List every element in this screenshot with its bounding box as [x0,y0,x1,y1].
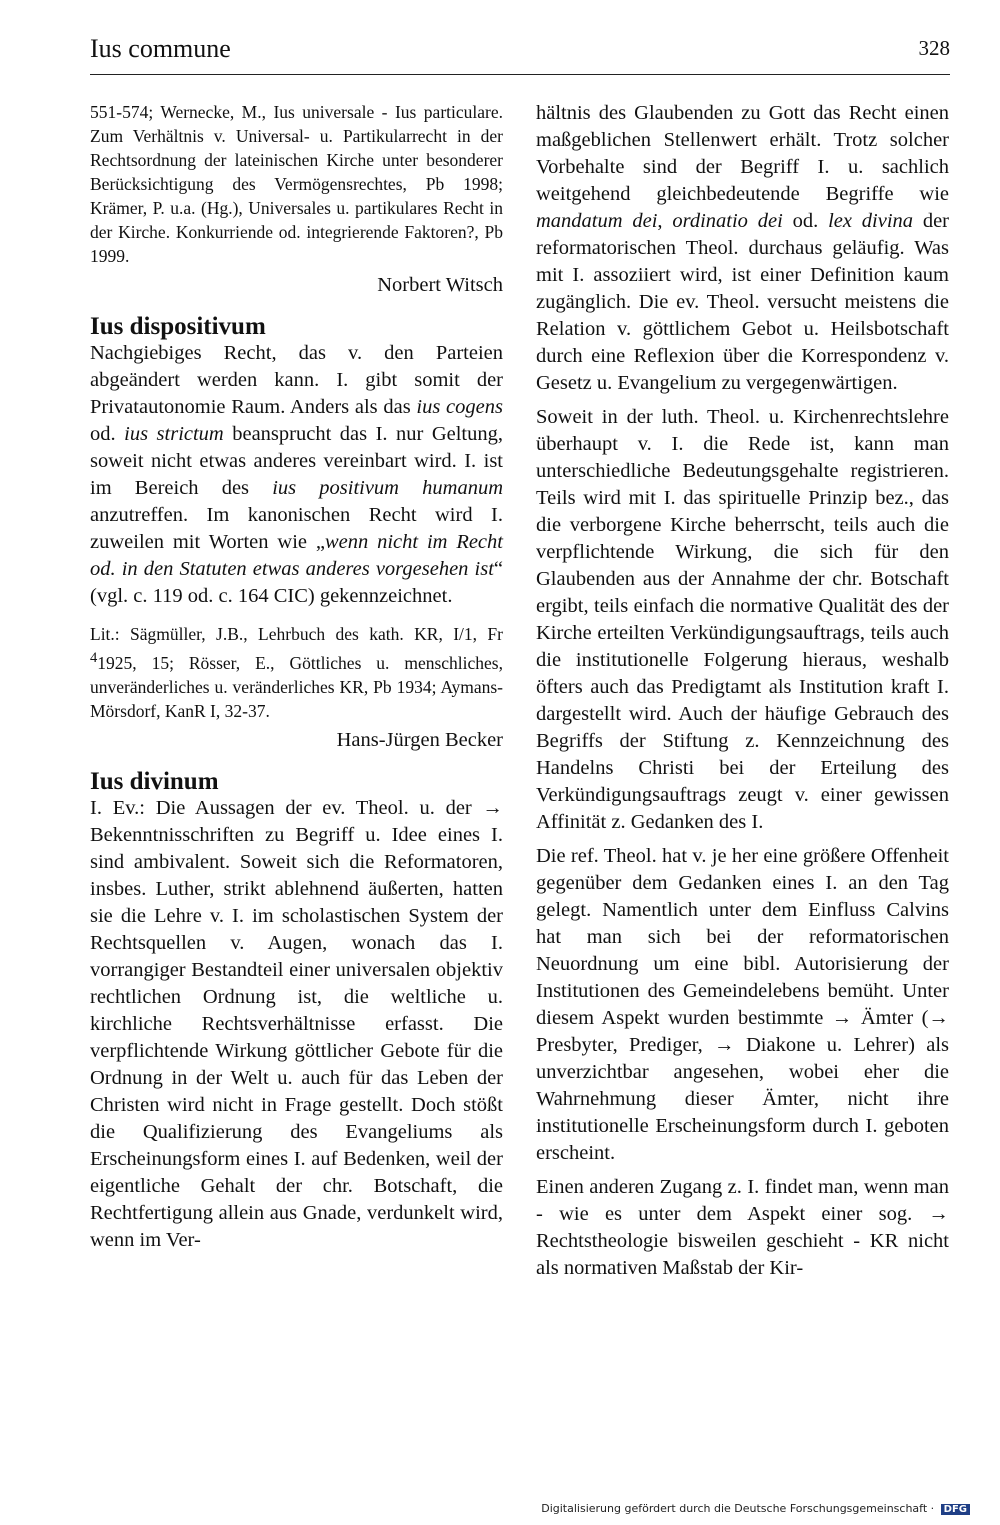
author-signature: Hans-Jürgen Becker [336,728,503,751]
paragraph-ius-divinum: I. Ev.: Die Aussagen der ev. Theol. u. der → Bekenntnisschriften zu Begriff u. Idee eines I. sind ambivalent. Soweit sich die Reformatoren, insbes. Luther, strikt ablehnend äußerten, hatten sie die Lehre v. I. im scholastischen System der Rechtsquellen v. Augen, wonach das I. vorrangiger Bestandteil einer universalen objektiv rechtlichen Ordnung ist, die weltliche u. kirchliche Rechtsverhältnisse erfasst. Die verpflichtende Wirkung göttlicher Gebote für die Ordnung in der Welt u. auch für das Leben der Christen wird nicht in Frage gestellt. Doch stößt die Qualifizierung des Evangeliums als Erscheinungsform eines I. auf Bedenken, weil der eigentliche Gehalt der chr. Botschaft, die Rechtfertigung allein aus Gnade, verdunkelt wird, wenn im Ver- [90,796,503,1251]
bibliography-continuation: 551-574; Wernecke, M., Ius universale - Ius particulare. Zum Verhältnis v. Universal- u. Partikularrecht in der Rechtsordnung der lateinischen Kirche unter besonderer Berücksichtigung des Vermögensrechtes, Pb 1998; Krämer, P. u.a. (Hg.), Universales u. partikulares Recht in der Kirche. Konkurriende od. integrierende Faktoren?, Pb 1999. [90,102,503,266]
author-signature: Norbert Witsch [377,274,503,296]
paragraph: Soweit in der luth. Theol. u. Kirchenrechtslehre überhaupt v. I. die Rede ist, kann man unterschiedliche Bedeutungsgehalte registrieren. Teils wird mit I. das spirituelle Prinzip bez., das die verborgene Kirche beherrscht, teils auch die verpflichtende Wirkung, die sich für den Glaubenden aus der Annahme der chr. Botschaft ergibt, teils einfach die normative Qualität des der Kirche erteilten Verkündigungsauftrags, teils auch die institutionelle Folgerung hieraus, weshalb öfters auch das Predigtamt als Institution kraft I. dargestellt wird. Auch der häufige Gebrauch des Begriffs der Stiftung z. Kennzeichnung des Handelns Christi bei der Erteilung des Verkündigungsauftrags zeugt v. einer gewissen Affinität z. Gedanken des I. [536,406,949,833]
paragraph: Die ref. Theol. hat v. je her eine größere Offenheit gegenüber dem Gedanken eines I. an den Tag gelegt. Namentlich unter dem Einfluss Calvins hat man sich bei der reformatorischen Neuordnung um eine bibl. Autorisierung der Institutionen des Gemeindelebens bemüht. Unter diesem Aspekt wurden bestimmte → Ämter (→ Presbyter, Prediger, → Diakone u. Lehrer) als unverzichtbar angesehen, wobei eher die Wahrnehmung dieser Ämter, nicht ihre institutionelle Erscheinungsform durch I. geboten erscheint. [536,845,949,1164]
footer-text: Digitalisierung gefördert durch die Deutsche Forschungsgemeinschaft · [541,1502,935,1515]
dfg-logo: DFG [941,1504,970,1515]
paragraph: hältnis des Glaubenden zu Gott das Recht einen maßgeblichen Stellenwert erhält. Trotz solcher Vorbehalte sind der Begriff I. u. sachlich weitgehend gleichbedeutende Begriffe wie mandatum dei, ordinatio dei od. lex divina der reformatorischen Theol. durchaus geläufig. Was mit I. assoziiert wird, ist einer Definition kaum zugänglich. Die ev. Theol. versucht meistens die Relation v. göttlichem Gebot u. Heilsbotschaft durch eine Reflexion über die Korrespondenz v. Gesetz u. Evangelium zu vergegenwärtigen. [536,102,950,394]
paragraph-ius-dispositivum: Nachgiebiges Recht, das v. den Parteien abgeändert werden kann. I. gibt somit der Privatautonomie Raum. Anders als das ius cogens od. ius strictum beansprucht das I. nur Geltung, soweit nicht etwas anderes vereinbart wird. I. ist im Bereich des ius positivum humanum anzutreffen. Im kanonischen Recht wird I. zuweilen mit Worten wie „wenn nicht im Recht od. in den Statuten etwas anderes vorgesehen ist“ (vgl. c. 119 od. c. 164 CIC) gekennzeichnet. [90,342,503,607]
right-column [536,100,949,1289]
entry-heading-ius-dispositivum: Ius dispositivum [90,313,266,340]
literature-list: Lit.: Sägmüller, J.B., Lehrbuch des kath. KR, I/1, Fr $^4$1925, 15; Rösser, E., Göttliches u. menschliches, unveränderliches u. veränderliches KR, Pb 1934; Aymans-Mörsdorf, KanR I, 32-37. [90,624,503,721]
left-column [90,100,503,1261]
running-title: Ius commune [90,34,231,63]
entry-heading-ius-divinum: Ius divinum [90,767,219,795]
paragraph: Einen anderen Zugang z. I. findet man, wenn man - wie es unter dem Aspekt einer sog. → Rechtstheologie bisweilen geschieht - KR nicht als normativen Maßstab der Kir- [536,1176,949,1279]
page-header [90,34,950,75]
digitization-footer [541,1502,970,1515]
page-number: 328 [918,36,950,60]
